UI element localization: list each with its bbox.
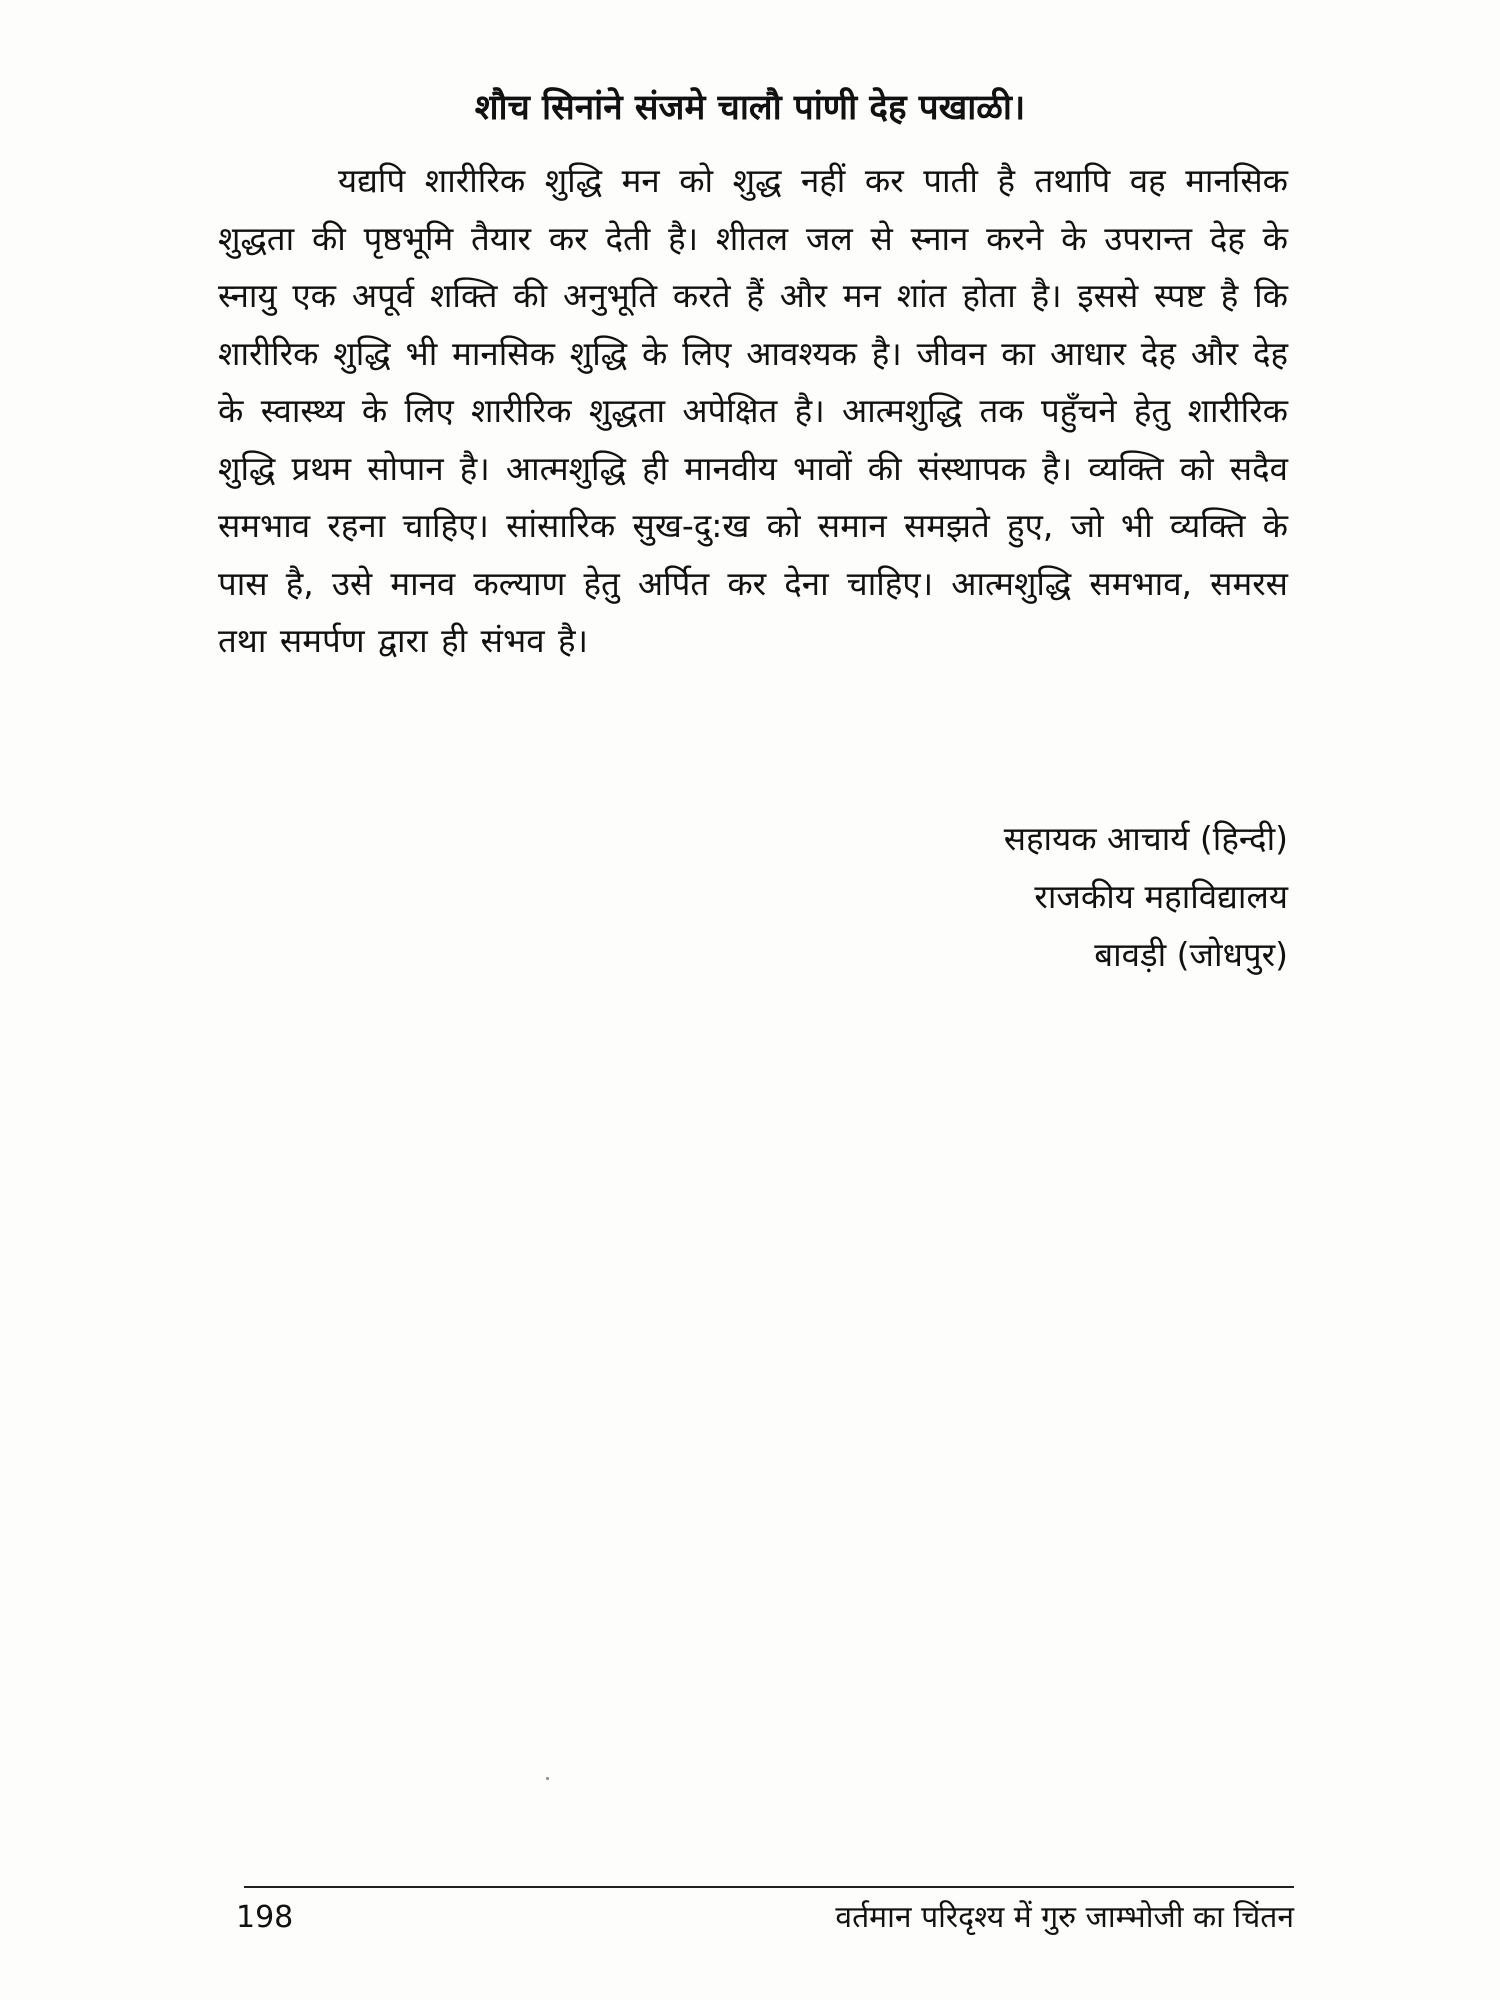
quote-heading: शौच सिनांने संजमे चालौ पांणी देह पखाळी।	[474, 88, 1026, 128]
body-paragraph: यद्यपि शारीरिक शुद्धि मन को शुद्ध नहीं कर पाती है तथापि वह मानसिक शुद्धता की पृष्ठभूमि तैयार कर देती है। शीतल जल से स्नान करने के उपरान्त देह के स्नायु एक अपूर्व शक्ति की अनुभूति करते हैं और मन शांत होता है। इससे स्पष्ट है कि शारीरिक शुद्धि भी मानसिक शुद्धि के लिए आवश्यक है। जीवन का आधार देह और देह के स्वास्थ्य के लिए शारीरिक शुद्धता अपेक्षित है। आत्मशुद्धि तक पहुँचने हेतु शारीरिक शुद्धि प्रथम सोपान है। आत्मशुद्धि ही मानवीय भावों की संस्थापक है। व्यक्ति को सदैव समभाव रहना चाहिए। सांसारिक सुख-दु:ख को समान समझते हुए, जो भी व्यक्ति के पास है, उसे मानव कल्याण हेतु अर्पित कर देना चाहिए। आत्मशुद्धि समभाव, समरस तथा समर्पण द्वारा ही संभव है।	[218, 161, 1288, 660]
scan-speck	[546, 1777, 549, 1780]
author-signature-block	[700, 810, 1288, 984]
author-designation: सहायक आचार्य (हिन्दी)	[1003, 819, 1288, 858]
page-number: 198	[236, 1900, 294, 1935]
author-institution: राजकीय महाविद्यालय	[1034, 877, 1288, 916]
author-location: बावड़ी (जोधपुर)	[1094, 935, 1288, 974]
running-footer-title: वर्तमान परिदृश्य में गुरु जाम्भोजी का चिंतन	[835, 1900, 1294, 1935]
footer-divider	[244, 1886, 1294, 1888]
